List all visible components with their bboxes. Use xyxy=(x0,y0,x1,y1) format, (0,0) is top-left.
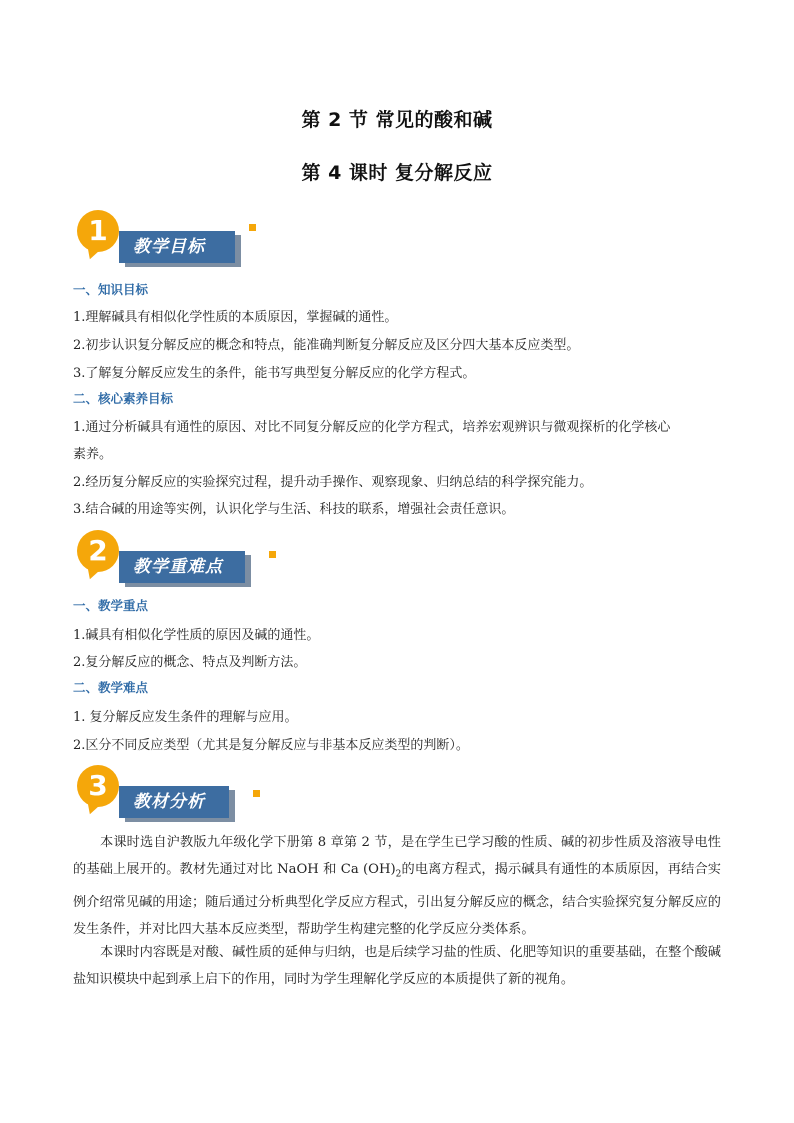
number-circle-icon: 3 xyxy=(77,765,119,807)
section-title: 第 2 节 常见的酸和碱 xyxy=(301,109,493,131)
badge-label: 教学重难点 xyxy=(133,557,223,577)
subheading: 一、教学重点 xyxy=(73,598,149,613)
list-item: 2.初步认识复分解反应的概念和特点，能准确判断复分解反应及区分四大基本反应类型。 xyxy=(73,338,580,353)
number-circle-icon: 2 xyxy=(77,530,119,572)
section-badge-textbook-analysis xyxy=(75,765,275,833)
number-circle-icon: 1 xyxy=(77,210,119,252)
list-item: 3.了解复分解反应发生的条件，能书写典型复分解反应的化学方程式。 xyxy=(73,366,476,381)
badge-band xyxy=(119,786,229,818)
list-item: 1.碱具有相似化学性质的原因及碱的通性。 xyxy=(73,628,320,643)
section-badge-key-points xyxy=(75,530,275,598)
list-item: 素养。 xyxy=(73,447,113,462)
list-item: 2.复分解反应的概念、特点及判断方法。 xyxy=(73,655,307,670)
list-item: 3.结合碱的用途等实例，认识化学与生活、科技的联系，增强社会责任意识。 xyxy=(73,502,515,517)
subheading: 一、知识目标 xyxy=(73,282,149,297)
list-item: 1.理解碱具有相似化学性质的本质原因，掌握碱的通性。 xyxy=(73,310,398,325)
section-badge-teaching-goals xyxy=(75,210,275,278)
list-item: 2.区分不同反应类型（尤其是复分解反应与非基本反应类型的判断）。 xyxy=(73,738,469,753)
analysis-paragraph-1 xyxy=(73,829,721,943)
decorative-square-icon xyxy=(269,551,276,558)
list-item: 1.通过分析碱具有通性的原因、对比不同复分解反应的化学方程式，培养宏观辨识与微观探析的化学核心 xyxy=(73,420,671,435)
analysis-paragraph-2: 本课时内容既是对酸、碱性质的延伸与归纳，也是后续学习盐的性质、化肥等知识的重要基础，在整个酸碱盐知识模块中起到承上启下的作用，同时为学生理解化学反应的本质提供了新的视角。 xyxy=(73,945,721,987)
badge-label: 教材分析 xyxy=(133,792,205,812)
badge-label: 教学目标 xyxy=(133,237,205,257)
paragraph-text: 本课时选自沪教版九年级化学下册第 8 章第 2 节，是在学生已学习酸的性质、碱的初步性质及溶液导电性的基础上展开的。教材先通过对比 NaOH 和 Ca (OH) xyxy=(73,835,721,877)
subheading: 二、核心素养目标 xyxy=(73,391,174,406)
paragraph-text: 的电离方程式，揭示碱具有通性的本质原因，再结合实例介绍常见碱的用途；随后通过分析典型化学反应方程式，引出复分解反应的概念，结合实验探究复分解反应的发生条件，并对比四大基本反应类型，帮助学生构建完整的化学反应分类体系。 xyxy=(73,862,721,937)
list-item: 2.经历复分解反应的实验探究过程，提升动手操作、观察现象、归纳总结的科学探究能力。 xyxy=(73,475,593,490)
list-item: 1. 复分解反应发生条件的理解与应用。 xyxy=(73,710,298,725)
subscript: 2 xyxy=(395,869,402,880)
lesson-title: 第 4 课时 复分解反应 xyxy=(301,162,493,184)
decorative-square-icon xyxy=(253,790,260,797)
badge-band xyxy=(119,551,245,583)
subheading: 二、教学难点 xyxy=(73,680,149,695)
badge-band xyxy=(119,231,235,263)
decorative-square-icon xyxy=(249,224,256,231)
